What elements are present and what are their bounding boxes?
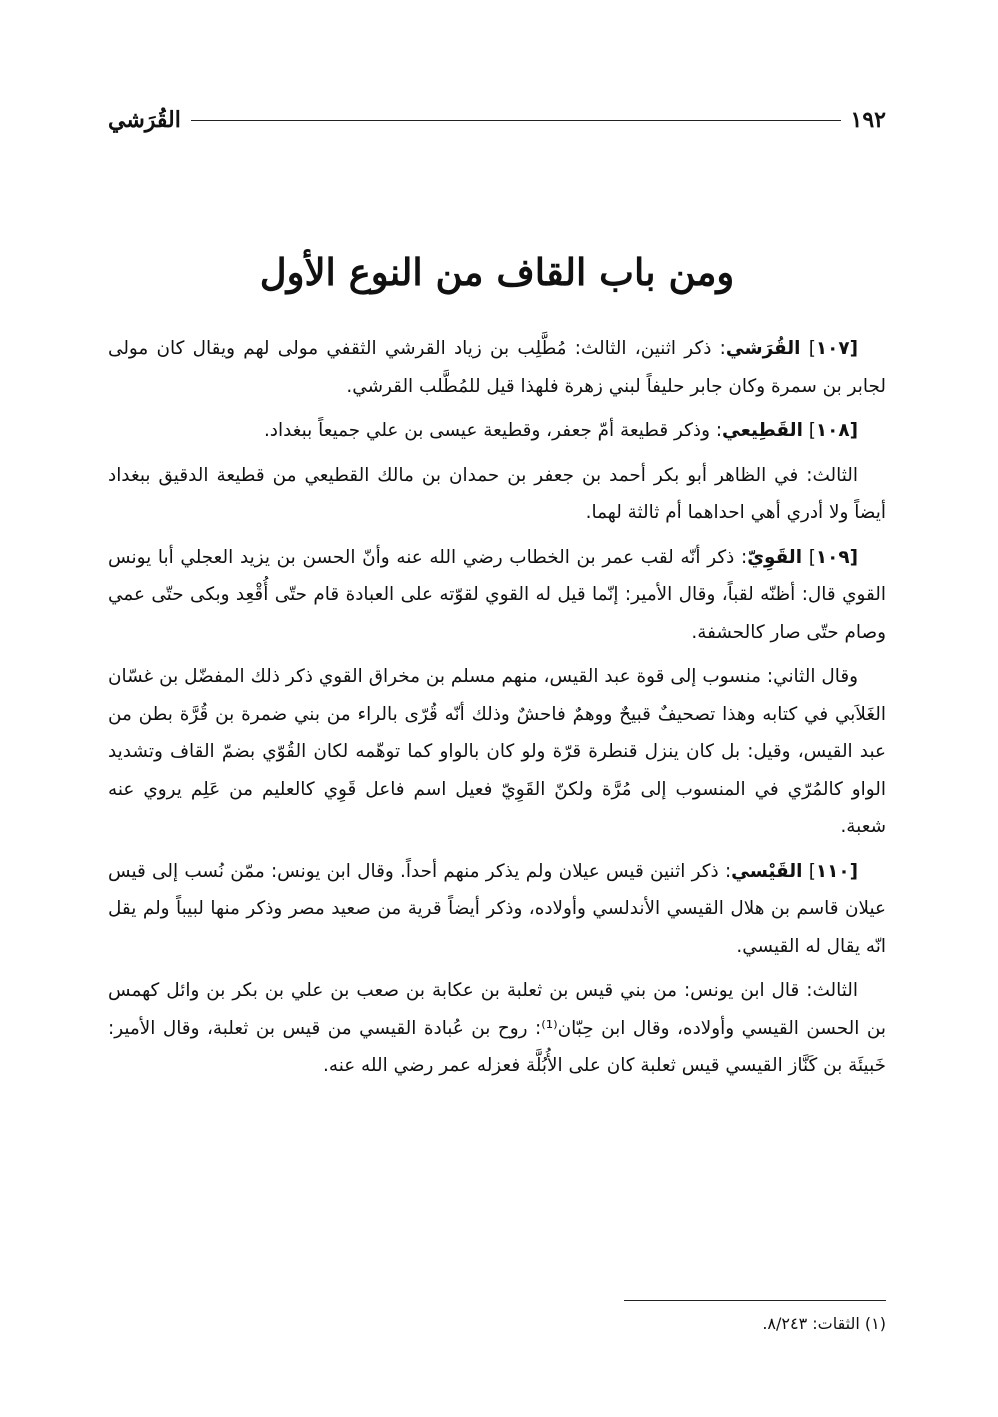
footnote: (١) الثقات: ٨/٢٤٣. bbox=[762, 1314, 886, 1333]
entry-number: [١٠٨ bbox=[815, 420, 858, 441]
entry-108: [١٠٨] القَطِيعي: وذكر قطيعة أمّ جعفر، وقطيعة عيسى بن علي جميعاً ببغداد. bbox=[263, 420, 858, 441]
entry-107: [١٠٧] القُرَشي: ذكر اثنين، الثالث: مُطَّلِب بن زياد القرشي الثقفي مولى لهم ويقال كان مولى لجابر بن سمرة وكان جابر حليفاً لبني زهرة فلهذا قيل للمُطَّلب القرشي. bbox=[108, 338, 886, 397]
body-text bbox=[108, 330, 886, 1092]
entry-term: القَوِيّ bbox=[747, 546, 803, 568]
footnote-rule bbox=[624, 1300, 886, 1301]
entry-text: : ذكر اثنين قيس عيلان ولم يذكر منهم أحداً. وقال ابن يونس: ممّن نُسب إلى قيس عيلان قاسم بن هلال القيسي الأندلسي وأولاده، وذكر أيضاً قرية من صعيد مصر وذكر منها لبيباً ولم يقل انّه يقال له القيسي. bbox=[108, 860, 886, 957]
entry-108-continuation bbox=[108, 457, 886, 532]
entry-term: القُرَشي bbox=[725, 338, 801, 359]
page-header bbox=[108, 100, 886, 140]
chapter-title: ومن باب القاف من النوع الأول bbox=[259, 250, 735, 294]
entry-text: الثالث: في الظاهر أبو بكر أحمد بن جعفر بن حمدان بن مالك القطيعي من قطيعة الدقيق ببغداد أيضاً ولا أدري أهي احداهما أم ثالثة لهما. bbox=[108, 464, 886, 523]
entry-text: الثالث: قال ابن يونس: من بني قيس بن ثعلبة بن عكابة بن صعب بن علي بن بكر بن وائل كهمس بن الحسن القيسي وأولاده، وقال ابن حِبّان⁽¹⁾: روح بن عُبادة القيسي من قيس بن ثعلبة، وقال الأمير: خَبيئَة بن كَنَّاز القيسي قيس ثعلبة كان على الأُبُلَّة فعزله عمر رضي الله عنه. bbox=[108, 980, 886, 1076]
entry-text: : ذكر أنّه لقب عمر بن الخطاب رضي الله عنه وأنّ الحسن بن يزيد العجلي أبا يونس القوي قال: أظنّه لقباً، وقال الأمير: إنّما قيل له القوي لقوّته على العبادة قام حتّى أُقْعِد وبكى حتّى عمي وصام حتّى صار كالحشفة. bbox=[108, 546, 886, 643]
entry-110-continuation bbox=[108, 972, 886, 1085]
entry-109-continuation bbox=[108, 658, 886, 846]
running-title: القُرَشي bbox=[108, 107, 181, 133]
entry-text: : وذكر قطيعة أمّ جعفر، وقطيعة عيسى بن علي جميعاً ببغداد. bbox=[263, 420, 723, 441]
entry-109: [١٠٩] القَوِيّ: ذكر أنّه لقب عمر بن الخطاب رضي الله عنه وأنّ الحسن بن يزيد العجلي أبا يونس القوي قال: أظنّه لقباً، وقال الأمير: إنّما قيل له القوي لقوّته على العبادة قام حتّى أُقْعِد وبكى حتّى عمي وصام حتّى صار كالحشفة. bbox=[108, 546, 886, 643]
page-number: ١٩٢ bbox=[850, 107, 886, 133]
entry-text: : ذكر اثنين، الثالث: مُطَّلِب بن زياد القرشي الثقفي مولى لهم ويقال كان مولى لجابر بن سمرة وكان جابر حليفاً لبني زهرة فلهذا قيل للمُطَّلب القرشي. bbox=[108, 338, 886, 397]
entry-number: [١٠٩ bbox=[815, 546, 858, 568]
entry-110: [١١٠] القَيْسي: ذكر اثنين قيس عيلان ولم يذكر منهم أحداً. وقال ابن يونس: ممّن نُسب إلى قيس عيلان قاسم بن هلال القيسي الأندلسي وأولاده، وذكر أيضاً قرية من صعيد مصر وذكر منها لبيباً ولم يقل انّه يقال له القيسي. bbox=[108, 860, 886, 957]
header-rule bbox=[191, 120, 841, 121]
entry-term: القَطِيعي bbox=[722, 420, 803, 441]
entry-number: [١٠٧ bbox=[815, 338, 858, 359]
entry-text: وقال الثاني: منسوب إلى قوة عبد القيس، منهم مسلم بن مخراق القوي ذكر ذلك المفضّل بن غسّان الغَلاَبي في كتابه وهذا تصحيفٌ قبيحٌ ووهمٌ فاحشٌ وذلك أنّه قُرّى بالراء من بني ضمرة بن قُرَّة بطن من عبد القيس، وقيل: بل كان ينزل قنطرة قرّة ولو كان بالواو كما توهّمه لكان القُوّي بضمّ القاف وتشديد الواو كالمُرّي في المنسوب إلى مُرَّة ولكنّ القَوِيّ فعيل اسم فاعل قَوِي كالعليم من عَلِم يروي عنه شعبة. bbox=[108, 666, 886, 837]
entry-term: القَيْسي bbox=[731, 860, 803, 882]
entry-number: [١١٠ bbox=[815, 860, 858, 882]
